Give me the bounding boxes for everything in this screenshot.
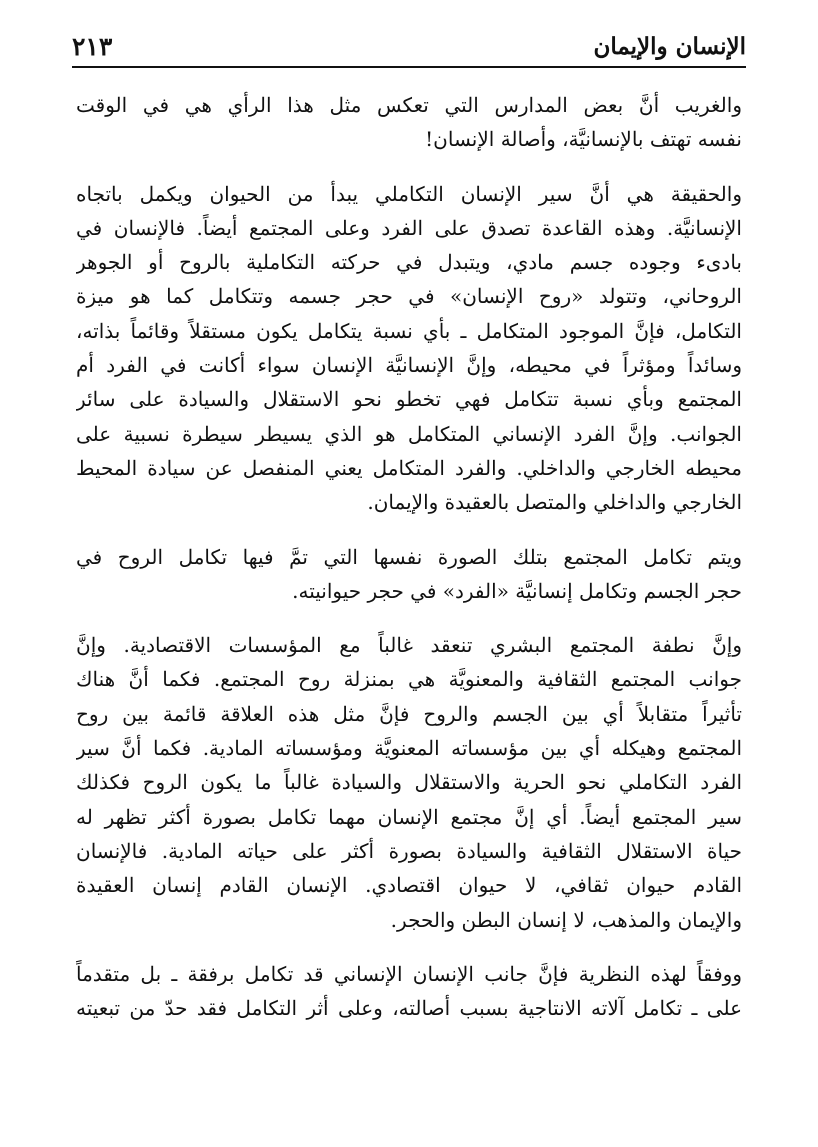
text-line: سير المجتمع أيضاً. أي إنَّ مجتمع الإنسان مهما تكامل بصورة أكثر تظهر له [76, 804, 742, 829]
text-line: محيطه الخارجي والداخلي. والفرد المتكامل يعني المنفصل عن سيادة المحيط [76, 455, 742, 480]
text-line: المجتمع وهيكله أي بين مؤسساته المعنويَّة ومؤسساته المادية. فكما أنَّ سير [76, 736, 742, 761]
text-line: وسائداً ومؤثراً في محيطه، وإنَّ الإنسانيَّة الإنسان سواء أكانت في الفرد أم [76, 353, 742, 378]
text-line: والحقيقة هي أنَّ سير الإنسان التكاملي يبدأ من الحيوان ويكمل باتجاه [76, 181, 742, 206]
text-line: جوانب المجتمع الثقافية والمعنويَّة هي بمنزلة روح المجتمع. فكما أنَّ هناك [76, 667, 742, 692]
paragraph-4 [76, 628, 742, 937]
text-line: حياة الاستقلال الثقافية والسيادة بصورة أكثر على حياته المادية. فالإنسان [76, 838, 742, 863]
text-line: على ـ تكامل آلاته الانتاجية بسبب أصالته، وعلى أثر التكامل فقد حدّ من تبعيته [76, 996, 742, 1021]
text-line: الجوانب. وإنَّ الفرد الإنساني المتكامل هو الذي يسيطر سيطرة نسبية على [76, 421, 742, 446]
text-line: الخارجي والداخلي والمتصل بالعقيدة والإيمان. [367, 490, 742, 515]
text-line: والإيمان والمذهب، لا إنسان البطن والحجر. [390, 907, 742, 932]
paragraph-2 [76, 177, 742, 520]
paragraph-5 [76, 957, 742, 1026]
text-line: بادىء وجوده جسم مادي، ويتبدل في حركته التكاملية بالروح أو الجوهر [76, 250, 742, 275]
text-line: المجتمع وبأي نسبة تتكامل فهي تخطو نحو الاستقلال والسيادة على سائر [76, 387, 742, 412]
text-line: نفسه تهتف بالإنسانيَّة، وأصالة الإنسان! [425, 127, 742, 152]
text-line: والغريب أنَّ بعض المدارس التي تعكس مثل هذا الرأي هي في الوقت [76, 93, 742, 117]
text-line: الإنسانيَّة. وهذه القاعدة تصدق على الفرد وعلى المجتمع أيضاً. فالإنسان في [76, 215, 742, 240]
text-line: التكامل، فإنَّ الموجود المتكامل ـ بأي نسبة يتكامل يكون مستقلاً وقائماً بذاته، [76, 318, 742, 343]
text-line: ووفقاً لهذه النظرية فإنَّ جانب الإنسان الإنساني قد تكامل برفقة ـ بل متقدماً [76, 961, 742, 986]
paragraph-1 [76, 88, 742, 157]
running-title: الإنسان والإيمان [593, 32, 746, 60]
text-line: حجر الجسم وتكامل إنسانيَّة «الفرد» في حجر حيوانيته. [292, 578, 742, 603]
text-line: الروحاني، وتتولد «روح الإنسان» في حجر جسمه وتتكامل كما هو ميزة [76, 284, 742, 309]
paragraph-3 [76, 540, 742, 609]
page-number: ٢١٣ [72, 31, 113, 61]
text-line: تأثيراً متقابلاً أي بين الجسم والروح فإنَّ مثل هذه العلاقة قائمة بين روح [76, 701, 742, 726]
body-text [76, 88, 742, 1045]
text-line: وإنَّ نطفة المجتمع البشري تنعقد غالباً مع المؤسسات الاقتصادية. وإنَّ [76, 633, 742, 658]
text-line: القادم حيوان ثقافي، لا حيوان اقتصادي. الإنسان القادم إنسان العقيدة [76, 873, 742, 898]
text-line: الفرد التكاملي نحو الحرية والاستقلال والسيادة غالباً ما يكون الروح فكذلك [76, 770, 742, 795]
running-header [72, 26, 746, 68]
text-line: ويتم تكامل المجتمع بتلك الصورة نفسها التي تمَّ فيها تكامل الروح في [76, 544, 742, 569]
